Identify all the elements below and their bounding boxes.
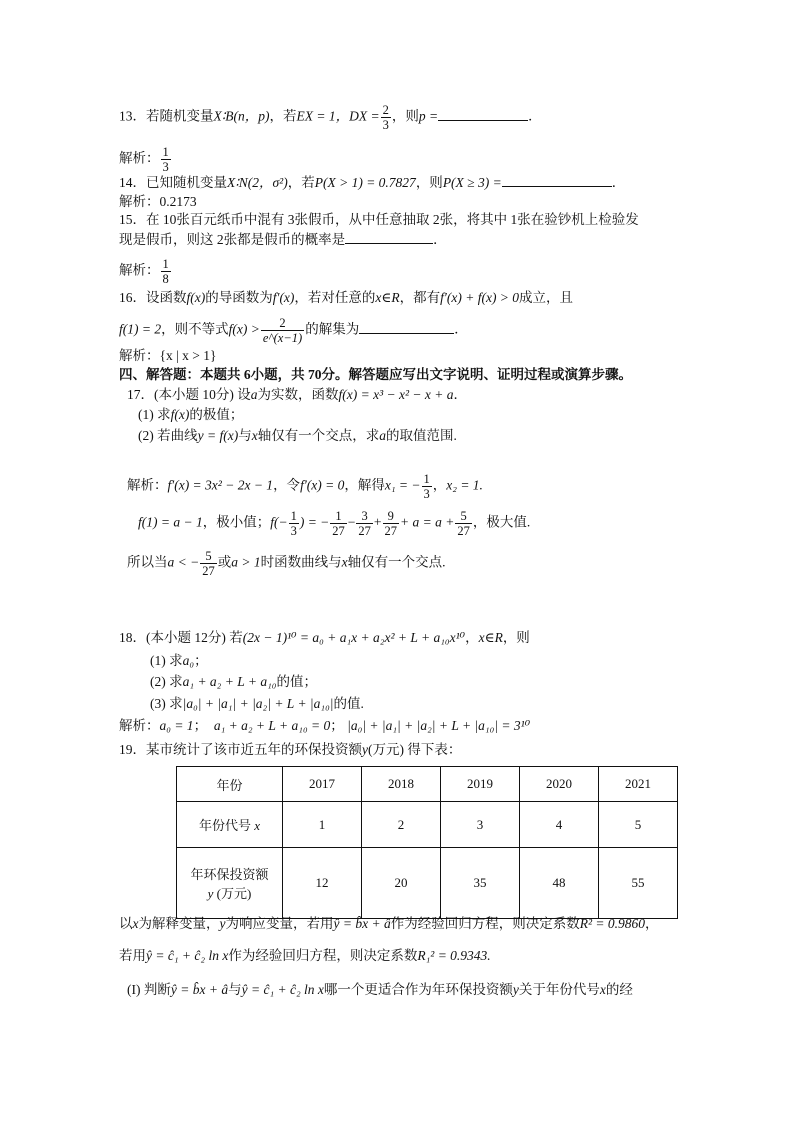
answer-17-line2: f(1) = a − 1，极小值；f(− $\frac{1}{3}$ ) = − $\frac{1}{27}$ − $\frac{3}{27}$ + $\frac{9}{27}$ + a = a + $\frac{5}{27}$ ，极大值. — [138, 509, 531, 538]
answer-17-line1: 解析：f′(x) = 3x² − 2x − 1，令f′(x) = 0，解得x₁ = − $\frac{1}{3}$ ，x₂ = 1. — [127, 472, 483, 501]
question-15-line1: 15．在 10张百元纸币中混有 3张假币，从中任意抽取 2张，将其中 1张在验钞机上检验发 — [119, 212, 639, 227]
question-18-part2: (2) 求a₁ + a₂ + L + a₁₀的值； — [150, 674, 317, 689]
table-row: 年份 2017 2018 2019 2020 2021 — [177, 767, 678, 802]
question-18-part1: (1) 求a₀； — [150, 653, 208, 668]
answer-blank[interactable] — [345, 230, 433, 244]
answer-15: 解析： $\frac{1}{8}$ — [119, 257, 169, 286]
question-17-part2: (2) 若曲线y = f(x)与x轴仅有一个交点，求a的取值范围. — [138, 428, 457, 443]
question-13: 13．若随机变量X∶B(n，p)，若EX = 1，DX = $\frac{2}{3}$ ，则p = ． — [119, 103, 542, 132]
question-16-line2: f(1) = 2，则不等式f(x) > $\frac{2}{e\^{}(x-1)}$ 的解集为 ． — [119, 316, 468, 345]
answer-blank[interactable] — [359, 320, 454, 334]
question-14: 14．已知随机变量X∶N(2，σ²)，若P(X > 1) = 0.7827，则P(X ≥ 3) = ． — [119, 175, 626, 190]
question-16-line1: 16．设函数f(x)的导函数为f′(x)，若对任意的x∈R，都有f′(x) + f(x) > 0成立，且 — [119, 290, 574, 305]
question-19-line1: 以x为解释变量，y为响应变量，若用ŷ = b̂x + â作为经验回归方程，则决定系数R² = 0.9860， — [119, 916, 659, 931]
question-18-part3: (3) 求|a₀| + |a₁| + |a₂| + L + |a₁₀|的值. — [150, 696, 364, 711]
question-17-part1: (1) 求f(x)的极值； — [138, 407, 244, 422]
section-heading: 四、解答题：本题共 6小题，共 70分。解答题应写出文字说明、证明过程或演算步骤。 — [119, 367, 632, 382]
answer-13: 解析： $\frac{1}{3}$ — [119, 145, 169, 174]
answer-blank[interactable] — [502, 173, 612, 187]
answer-14: 解析：0.2173 — [119, 194, 197, 209]
answer-blank[interactable] — [438, 107, 528, 121]
question-18: 18．(本小题 12分) 若(2x − 1)¹⁰ = a₀ + a₁x + a₂x² + L + a₁₀x¹⁰，x∈R，则 — [119, 630, 530, 645]
fraction: $\frac{2}{3}$ — [382, 103, 389, 132]
answer-18: 解析：a₀ = 1； a₁ + a₂ + L + a₁₀ = 0； |a₀| + |a₁| + |a₂| + L + |a₁₀| = 3¹⁰ — [119, 718, 531, 733]
question-19-part1: (I) 判断ŷ = b̂x + â与ŷ = ĉ₁ + ĉ₂ ln x哪一个更适合作为年环保投资额y关于年份代号x的经 — [127, 982, 633, 997]
investment-table — [176, 766, 678, 919]
fraction: $\frac{1}{3}$ — [423, 472, 430, 501]
question-19: 19．某市统计了该市近五年的环保投资额y(万元) 得下表： — [119, 742, 462, 757]
question-19-line2: 若用ŷ = ĉ₁ + ĉ₂ ln x作为经验回归方程，则决定系数R₁² = 0.9343. — [119, 948, 491, 963]
answer-16: 解析：{x | x > 1} — [119, 348, 217, 363]
fraction: $\frac{2}{e\^{}(x-1)}$ — [262, 316, 303, 345]
question-17: 17．(本小题 10分) 设a为实数，函数f(x) = x³ − x² − x + a． — [127, 387, 467, 402]
answer-17-line3: 所以当a < − $\frac{5}{27}$ 或a > 1时函数曲线与x轴仅有一个交点. — [127, 549, 446, 578]
fraction: $\frac{1}{8}$ — [162, 257, 169, 286]
fraction: $\frac{1}{3}$ — [162, 145, 169, 174]
table-row: 年环保投资额 y (万元) 12 20 35 48 55 — [177, 848, 678, 919]
table-row: 年份代号 x 1 2 3 4 5 — [177, 802, 678, 848]
question-15-line2: 现是假币，则这 2张都是假币的概率是 ． — [119, 232, 447, 247]
